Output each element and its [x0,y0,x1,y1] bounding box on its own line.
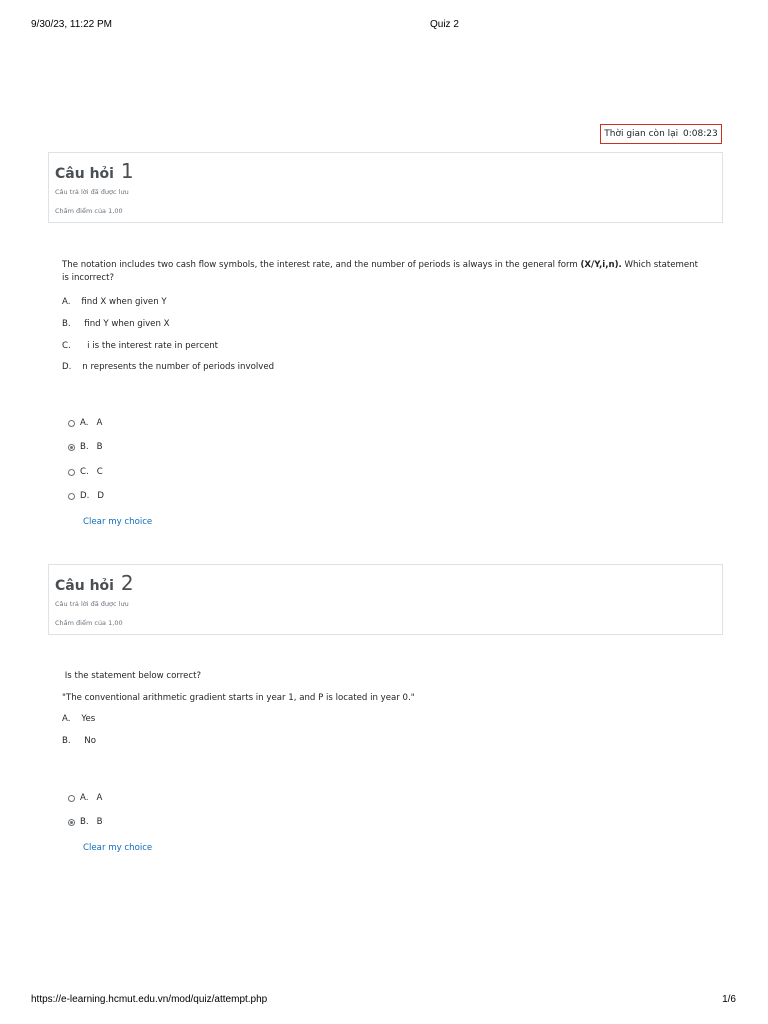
answer-letter: A. [80,418,89,428]
print-url: https://e-learning.hcmut.edu.vn/mod/quiz/attempt.php [31,994,268,1005]
radio-button[interactable] [68,795,75,802]
timer-label: Thời gian còn lại [604,129,679,139]
question-number: 2 [120,571,134,595]
radio-button[interactable] [68,493,75,500]
statement-a: A. find X when given Y [62,297,167,307]
answer-letter: D. [80,491,90,501]
answer-text: B [96,817,103,827]
answer-letter: B. [80,442,89,452]
question-2-statement: "The conventional arithmetic gradient starts in year 1, and P is located in year 0." [62,693,415,703]
question-1-text [62,259,702,285]
question-2-prompt: Is the statement below correct? [62,671,202,681]
answer-letter: B. [80,817,89,827]
question-grade: Chấm điểm của 1,00 [55,207,123,215]
print-title: Quiz 2 [430,19,459,30]
statement-d: D. n represents the number of periods involved [62,362,275,372]
question-state: Câu trả lời đã được lưu [55,600,129,608]
radio-button-checked[interactable] [68,444,75,451]
answer-letter: C. [80,467,89,477]
answer-text: B [96,442,103,452]
question-state: Câu trả lời đã được lưu [55,188,129,196]
question-text-bold: (X/Y,i,n). [580,260,622,270]
answer-text: C [96,467,103,477]
timer-value: 0:08:23 [683,129,718,139]
answer-option-b[interactable] [68,815,103,829]
question-2-info [48,564,723,635]
question-1-number [55,159,134,183]
question-grade: Chấm điểm của 1,00 [55,619,123,627]
question-label: Câu hỏi [55,166,114,182]
radio-button[interactable] [68,420,75,427]
answer-text: D [97,491,104,501]
question-text-tail: Which statement is incorrect? [62,260,698,283]
print-datetime: 9/30/23, 11:22 PM [31,19,112,30]
statement-b: B. No [62,736,96,746]
question-1-info [48,152,723,223]
answer-option-b[interactable] [68,440,103,454]
answer-letter: A. [80,793,89,803]
quiz-timer [600,124,722,144]
question-text-main: The notation includes two cash flow symbols, the interest rate, and the number of periods is always in the general form [62,260,581,270]
clear-choice-link[interactable]: Clear my choice [83,517,153,527]
question-label: Câu hỏi [55,578,114,594]
statement-a: A. Yes [62,714,96,724]
answer-option-d[interactable] [68,489,104,503]
answer-option-c[interactable] [68,465,103,479]
clear-choice-link[interactable]: Clear my choice [83,843,153,853]
answer-option-a[interactable] [68,791,102,805]
statement-b: B. find Y when given X [62,319,170,329]
print-footer [0,994,768,1008]
print-page-number: 1/6 [722,994,736,1005]
print-header [0,19,768,33]
radio-button[interactable] [68,469,75,476]
answer-text: A [96,793,103,803]
question-number: 1 [120,159,134,183]
answer-text: A [96,418,103,428]
question-2-number [55,571,134,595]
statement-c: C. i is the interest rate in percent [62,341,219,351]
answer-option-a[interactable] [68,416,102,430]
radio-button-checked[interactable] [68,819,75,826]
